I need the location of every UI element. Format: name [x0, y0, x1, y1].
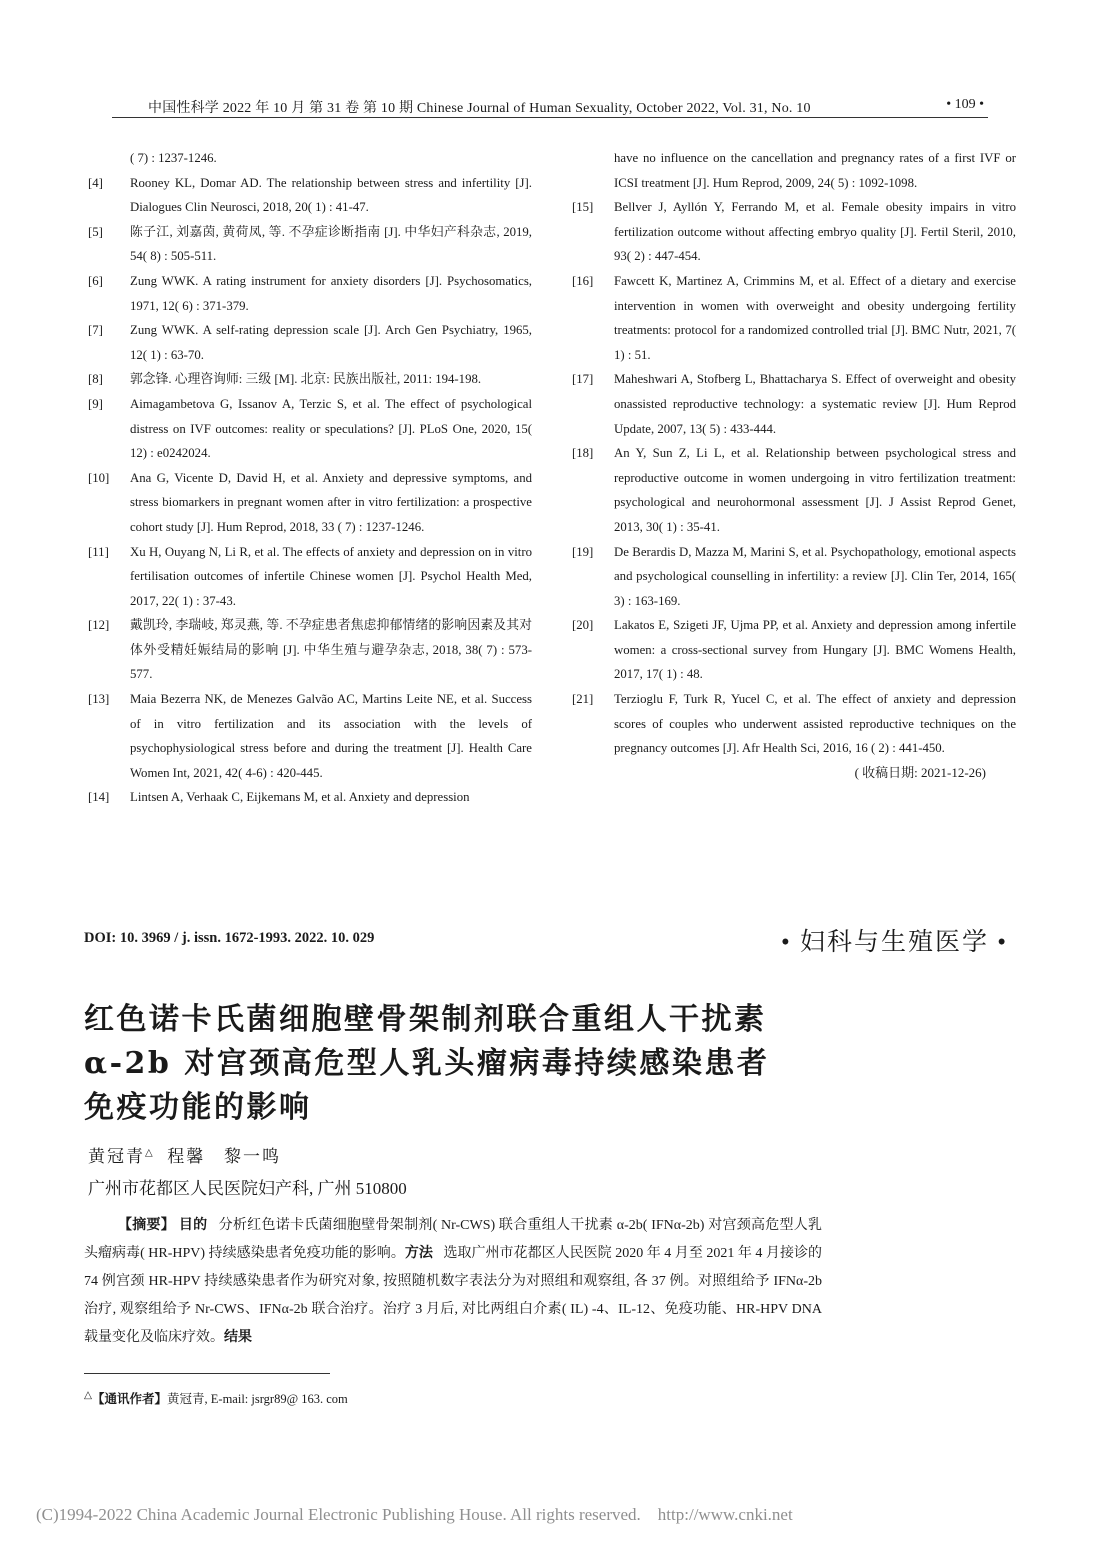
title-line-3: 免疫功能的影响 [84, 1090, 312, 1125]
title-alpha-term: α-2b [84, 1046, 172, 1081]
footnote-label: 【通讯作者】 [92, 1392, 168, 1407]
reference-text: Rooney KL, Domar AD. The relationship between stress and infertility [J]. Dialogues Clin Neurosci, 2018, 20( 1) : 41-47. [130, 175, 532, 215]
reference-number: [10] [88, 470, 110, 485]
section-label: • 妇科与生殖医学 • [780, 929, 1008, 956]
co-authors: 程馨 黎一鸣 [154, 1147, 281, 1166]
reference-number: [18] [572, 446, 594, 461]
reference-item [88, 785, 532, 810]
doi: DOI: 10. 3969 / j. issn. 1672-1993. 2022. 10. 029 [84, 930, 375, 946]
title-line-2-text: 对宫颈高危型人乳头瘤病毒持续感染患者 [171, 1046, 770, 1081]
received-date: ( 收稿日期: 2021-12-26) [854, 764, 986, 780]
reference-item [88, 220, 532, 269]
references-right-column [572, 146, 1016, 785]
reference-item [572, 540, 1016, 614]
reference-item [88, 540, 532, 614]
references-left-column [88, 146, 532, 810]
authors [88, 1142, 281, 1167]
footnote-mark: △ [84, 1390, 93, 1401]
reference-number: [19] [572, 544, 594, 559]
reference-item [88, 146, 532, 171]
reference-item [572, 195, 1016, 269]
reference-text: Lakatos E, Szigeti JF, Ujma PP, et al. Anxiety and depression among infertile women: a cross-sectional survey from Hungary [J]. BMC Womens Health, 2017, 17( 1) : 48. [614, 618, 1016, 682]
page-number: • 109 • [946, 97, 984, 112]
reference-text: have no influence on the cancellation and pregnancy rates of a first IVF or ICSI treatment [J]. Hum Reprod, 2009, 24( 5) : 1092-1098. [614, 151, 1016, 190]
reference-number: [15] [572, 200, 594, 215]
footnote-divider [84, 1373, 330, 1374]
corresponding-author: 黄冠青 [88, 1147, 145, 1166]
reference-number: [9] [88, 396, 103, 411]
reference-text: Zung WWK. A rating instrument for anxiety disorders [J]. Psychosomatics, 1971, 12( 6) : 371-379. [130, 273, 532, 313]
journal-header-text: 中国性科学 2022 年 10 月 第 31 卷 第 10 期 Chinese Journal of Human Sexuality, October 2022, Vol. 31, No. 10 [148, 101, 811, 116]
reference-text: Aimagambetova G, Issanov A, Terzic S, et al. The effect of psychological distress on IVF outcomes: reality or speculations? [J]. PLoS One, 2020, 15( 12) : e0242024. [130, 396, 532, 461]
reference-item [572, 441, 1016, 539]
methods-text: 选取广州市花都区人民医院 2020 年 4 月至 2021 年 4 月接诊的 74 例宫颈 HR-HPV 持续感染患者作为研究对象, 按照随机数字表法分为对照组和观察组, 各 37 例。对照组给予 IFNα-2b 治疗, 观察组给予 Nr-CWS、IFNα-2b 联合治疗。治疗 3 月后, 对比两组白介素( IL) -4、IL-12、免疫功能、HR-HPV DNA 载量变化及临床疗效。 [84, 1246, 822, 1345]
reference-text: Maheshwari A, Stofberg L, Bhattacharya S. Effect of overweight and obesity onassisted reproductive technology: a systematic review [J]. Hum Reprod Update, 2007, 13( 5) : 433-444. [614, 372, 1016, 436]
reference-item [88, 171, 532, 220]
reference-number: [8] [88, 372, 103, 387]
reference-item [88, 613, 532, 687]
reference-number: [17] [572, 372, 594, 387]
reference-item [572, 613, 1016, 687]
reference-text: Fawcett K, Martinez A, Crimmins M, et al. Effect of a dietary and exercise intervention in women with overweight and obesity undergoing fertility treatments: protocol for a randomized controlled trial [J]. BMC Nutr, 2021, 7( 1) : 51. [614, 273, 1016, 362]
reference-item [88, 687, 532, 785]
abstract [84, 1212, 822, 1352]
reference-text: ( 7) : 1237-1246. [130, 151, 217, 165]
corresponding-mark: △ [145, 1147, 155, 1159]
affiliation: 广州市花都区人民医院妇产科, 广州 510800 [88, 1179, 407, 1198]
title-line-2 [84, 1042, 864, 1086]
reference-text: Maia Bezerra NK, de Menezes Galvão AC, Martins Leite NE, et al. Success of in vitro fertilization and its association with the levels of psychophysiological stress before and during the treatment [J]. Health Care Women Int, 2021, 42( 4-6) : 420-445. [130, 692, 532, 780]
running-header [112, 95, 988, 118]
reference-item [88, 318, 532, 367]
reference-number: [6] [88, 273, 103, 288]
reference-text: Terzioglu F, Turk R, Yucel C, et al. The effect of anxiety and depression scores of couples who underwent assisted reproductive techniques on the pregnancy outcomes [J]. Afr Health Sci, 2016, 16 ( 2) : 441-450. [614, 692, 1016, 756]
reference-text: Zung WWK. A self-rating depression scale [J]. Arch Gen Psychiatry, 1965, 12( 1) : 63-70. [130, 323, 532, 362]
reference-number: [14] [88, 790, 110, 805]
reference-number: [7] [88, 323, 103, 338]
reference-number: [20] [572, 618, 594, 633]
reference-item [572, 146, 1016, 195]
title-line-1: 红色诺卡氏菌细胞壁骨架制剂联合重组人干扰素 [84, 1002, 767, 1037]
results-label: 结果 [224, 1330, 252, 1345]
reference-item [88, 367, 532, 392]
objective-text: 分析红色诺卡氏菌细胞壁骨架制剂( Nr-CWS) 联合重组人干扰素 α-2b( IFNα-2b) 对宫颈高危型人乳头瘤病毒( HR-HPV) 持续感染患者免疫功能的影响。 [84, 1218, 823, 1261]
reference-item [88, 466, 532, 540]
abstract-label: 【摘要】 [118, 1218, 176, 1233]
reference-item [572, 269, 1016, 367]
reference-text: Bellver J, Ayllón Y, Ferrando M, et al. Female obesity impairs in vitro fertilization outcome without affecting embryo quality [J]. Fertil Steril, 2010, 93( 2) : 447-454. [614, 200, 1016, 264]
reference-item [572, 687, 1016, 761]
reference-text: 郭念锋. 心理咨询师: 三级 [M]. 北京: 民族出版社, 2011: 194-198. [130, 372, 482, 387]
reference-item [572, 367, 1016, 441]
reference-number: [11] [88, 544, 109, 559]
reference-text: 戴凯玲, 李瑞岐, 郑灵燕, 等. 不孕症患者焦虑抑郁情绪的影响因素及其对体外受精妊娠结局的影响 [J]. 中华生殖与避孕杂志, 2018, 38( 7) : 573-577. [130, 618, 532, 682]
reference-text: 陈子江, 刘嘉茵, 黄荷凤, 等. 不孕症诊断指南 [J]. 中华妇产科杂志, 2019, 54( 8) : 505-511. [130, 224, 532, 264]
reference-number: [16] [572, 273, 594, 288]
article-title [84, 998, 864, 1130]
reference-text: De Berardis D, Mazza M, Marini S, et al. Psychopathology, emotional aspects and psychological counselling in infertility: a review [J]. Clin Ter, 2014, 165( 3) : 163-169. [614, 544, 1016, 608]
reference-text: Lintsen A, Verhaak C, Eijkemans M, et al. Anxiety and depression [130, 790, 470, 805]
footnote-text: 黄冠青, E-mail: jsrgr89@ 163. com [167, 1392, 348, 1407]
reference-item [88, 392, 532, 466]
reference-text: Ana G, Vicente D, David H, et al. Anxiety and depressive symptoms, and stress biomarkers in pregnant women after in vitro fertilization: a prospective cohort study [J]. Hum Reprod, 2018, 33 ( 7) : 1237-1246. [130, 470, 532, 534]
reference-number: [4] [88, 175, 103, 190]
reference-number: [13] [88, 692, 110, 707]
reference-item [88, 269, 532, 318]
reference-number: [5] [88, 224, 103, 239]
reference-text: An Y, Sun Z, Li L, et al. Relationship between psychological stress and reproductive outcome in women undergoing in vitro fertilization treatment: psychological and neurohormonal assessment [J]. J Assist Reprod Genet, 2013, 30( 1) : 35-41. [614, 446, 1016, 534]
footnote [84, 1389, 348, 1407]
reference-number: [21] [572, 692, 594, 707]
copyright-watermark: (C)1994-2022 China Academic Journal Electronic Publishing House. All rights reserved. http://www.cnki.net [36, 1505, 793, 1524]
reference-text: Xu H, Ouyang N, Li R, et al. The effects of anxiety and depression on in vitro fertilisation outcomes of infertile Chinese women [J]. Psychol Health Med, 2017, 22( 1) : 37-43. [130, 544, 532, 608]
methods-label: 方法 [404, 1246, 433, 1261]
objective-label: 目的 [178, 1218, 208, 1233]
reference-number: [12] [88, 618, 110, 633]
